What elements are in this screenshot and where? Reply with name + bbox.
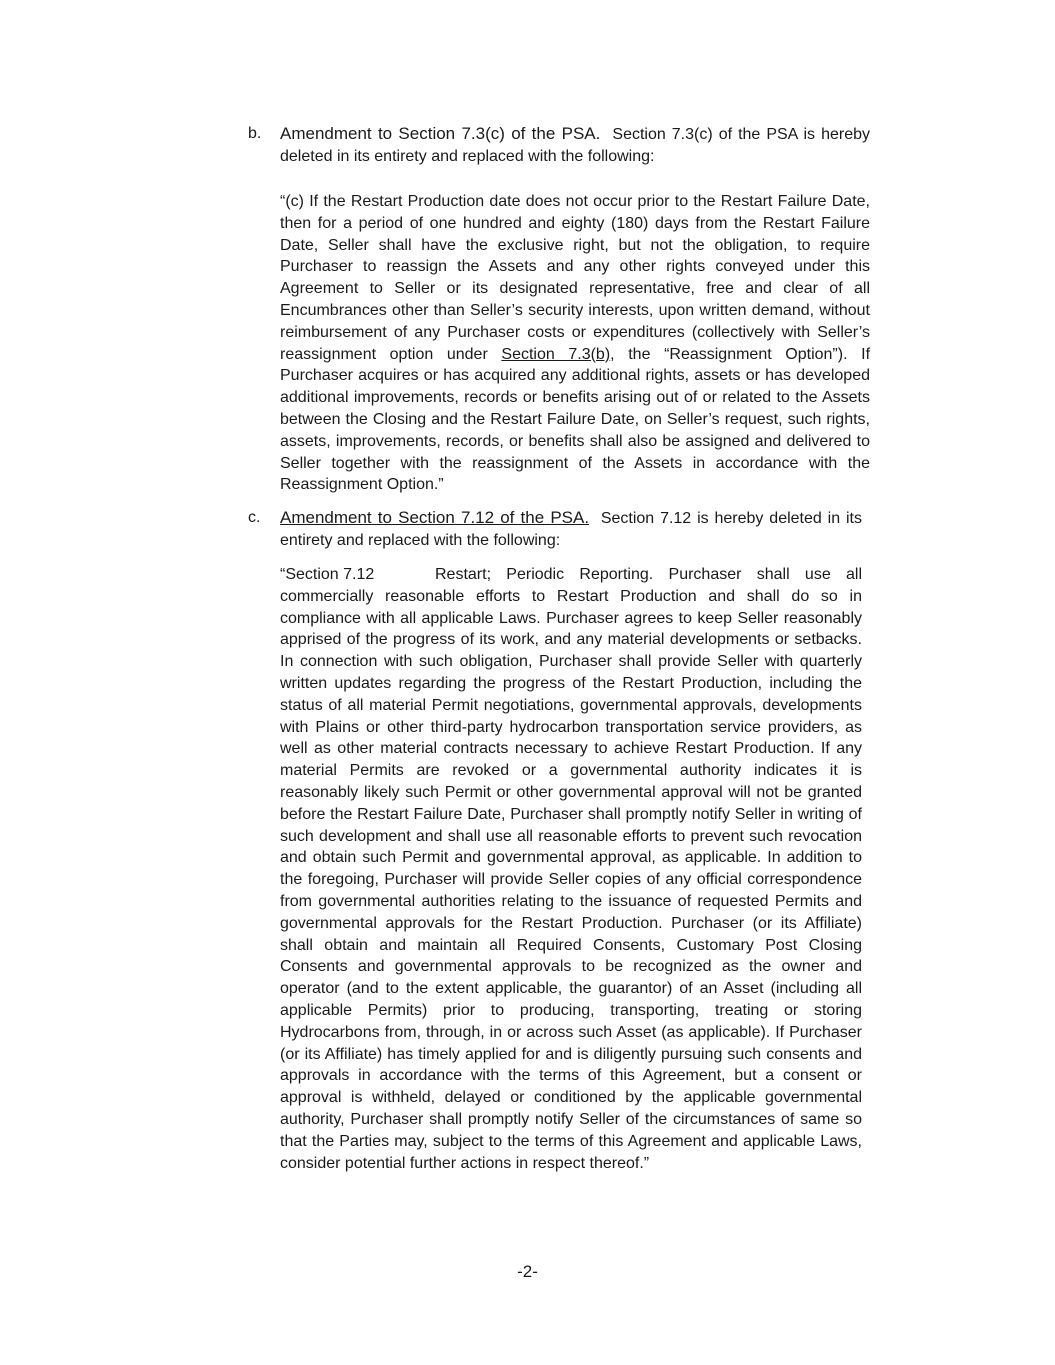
section-b-heading: Amendment to Section 7.3(c) of the PSA. bbox=[280, 124, 601, 143]
section-b-quote-end: , the “Reassignment Option”). If Purchaser acquires or has acquired any additional rights, assets or has developed additional improvements, records or benefits arising out of or related to the Assets between the Closing and the Restart Failure Date, on Seller’s request, such rights, assets, improvements, records, or benefits shall also be assigned and delivered to Seller together with the reassignment of the Assets in accordance with the Reassignment Option.” bbox=[280, 345, 871, 494]
section-c-quote-label: “Section 7.12 bbox=[280, 566, 375, 583]
section-b bbox=[248, 123, 870, 496]
section-c-heading: Amendment to Section 7.12 of the PSA. bbox=[280, 508, 590, 527]
section-c-lead bbox=[280, 507, 862, 552]
section-b-quote-start: “(c) If the Restart Production date does not occur prior to the Restart Failure Date, then for a period of one hundred and eighty (180) days from the Restart Failure Date, Seller shall have the exclusive right, but not the obligation, to require Purchaser to reassign the Assets and any other rights conveyed under this Agreement to Seller or its designated representative, free and clear of all Encumbrances other than Seller’s security interests, upon written demand, without reimbursement of any Purchaser costs or expenditures (collectively with Seller’s reassignment option under bbox=[280, 193, 870, 363]
section-7-3b-reference: Section 7.3(b) bbox=[501, 345, 611, 363]
section-b-intro: Section 7.3(c) of the PSA is hereby deleted in its entirety and replaced with the following: bbox=[280, 126, 870, 165]
section-b-quote bbox=[280, 191, 870, 496]
section-c-quote bbox=[280, 564, 862, 1174]
section-c bbox=[248, 507, 862, 1174]
section-b-body bbox=[280, 123, 870, 496]
section-c-marker: c. bbox=[248, 509, 261, 526]
section-b-marker: b. bbox=[248, 125, 262, 142]
section-c-quote-text: Purchaser shall use all commercially reasonable efforts to Restart Production and shall do so in compliance with all applicable Laws. Purchaser agrees to keep Seller reasonably apprised of the progress of its work, and any material developments or setbacks. In connection with such obligation, Purchaser shall provide Seller with quarterly written updates regarding the progress of the Restart Production, including the status of all material Permit negotiations, governmental approvals, developments with Plains or other third-party hydrocarbon transportation service providers, as well as other material contracts necessary to achieve Restart Production. If any material Permits are revoked or a governmental authority indicates it is reasonably likely such Permit or other governmental approval will not be granted before the Restart Failure Date, Purchaser shall promptly notify Seller in writing of such development and shall use all reasonable efforts to prevent such revocation and obtain such Permit and governmental approval, as applicable. In addition to the foregoing, Purchaser will provide Seller copies of any official correspondence from governmental authorities relating to the issuance of requested Permits and governmental approvals for the Restart Production. Purchaser (or its Affiliate) shall obtain and maintain all Required Consents, Customary Post Closing Consents and governmental approvals to be recognized as the owner and operator (and to the extent applicable, the guarantor) of an Asset (including all applicable Permits) prior to producing, transporting, treating or storing Hydrocarbons from, through, in or across such Asset (as applicable). If Purchaser (or its Affiliate) has timely applied for and is diligently pursuing such consents and approvals in accordance with the terms of this Agreement, but a consent or approval is withheld, delayed or conditioned by the applicable governmental authority, Purchaser shall promptly notify Seller of the circumstances of same so that the Parties may, subject to the terms of this Agreement and applicable Laws, consider potential further actions in respect thereof.” bbox=[280, 566, 863, 1172]
section-c-intro: Section 7.12 is hereby deleted in its entirety and replaced with the following: bbox=[280, 510, 862, 549]
section-b-lead bbox=[280, 123, 870, 168]
section-c-quote-title: Restart; Periodic Reporting. bbox=[435, 566, 654, 583]
page-number: -2- bbox=[517, 1262, 538, 1281]
section-c-body bbox=[280, 507, 862, 1174]
